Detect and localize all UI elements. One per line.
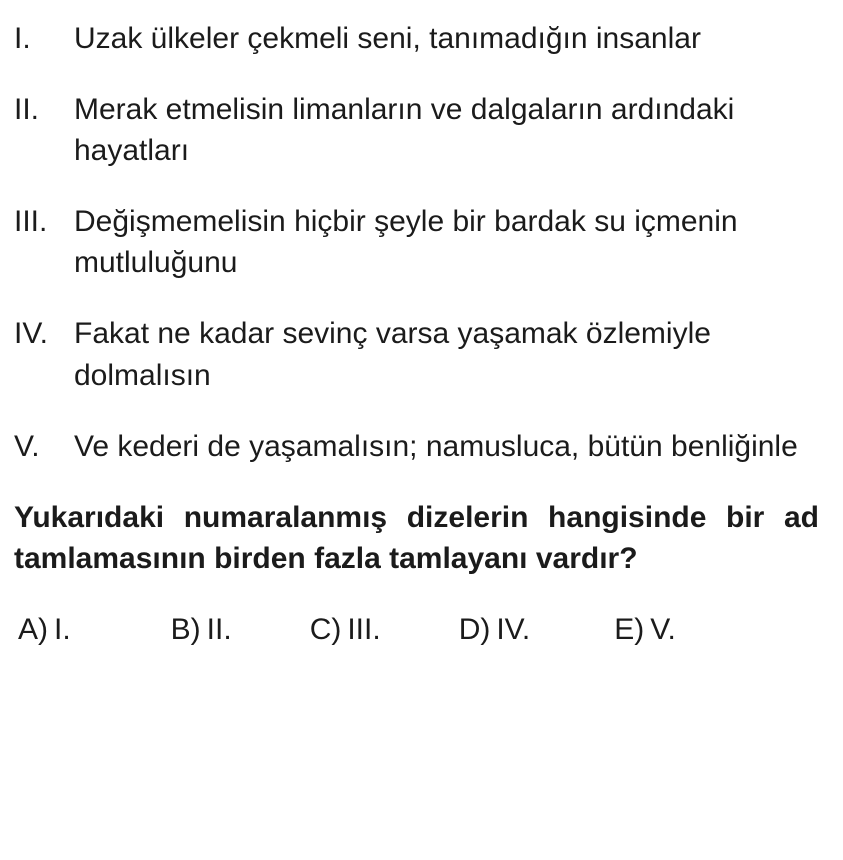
verse-item bbox=[14, 313, 821, 395]
verse-item bbox=[14, 18, 821, 59]
verse-text: Uzak ülkeler çekmeli seni, tanımadığın insanlar bbox=[74, 22, 701, 55]
verse-marker: III. bbox=[14, 205, 48, 239]
option-b-letter: B) bbox=[170, 612, 201, 646]
verse-text: Fakat ne kadar sevinç varsa yaşamak özlemiyle dolmalısın bbox=[74, 317, 711, 392]
option-d[interactable] bbox=[459, 613, 531, 647]
option-e-letter: E) bbox=[614, 612, 645, 646]
option-d-value: IV. bbox=[496, 612, 531, 646]
option-e[interactable] bbox=[614, 613, 676, 647]
option-b[interactable] bbox=[171, 613, 232, 647]
verse-list bbox=[14, 18, 821, 467]
option-a-value: I. bbox=[54, 612, 71, 646]
verse-item bbox=[14, 426, 821, 467]
option-c-value: III. bbox=[347, 612, 381, 646]
option-b-value: II. bbox=[206, 612, 232, 646]
option-e-value: V. bbox=[650, 612, 676, 646]
answer-options bbox=[14, 613, 821, 647]
verse-text: Değişmemelisin hiçbir şeyle bir bardak su içmenin mutluluğunu bbox=[74, 205, 738, 280]
question-stem: Yukarıdaki numaralanmış dizelerin hangisinde bir ad tamlamasının birden fazla tamlayanı vardır? bbox=[14, 500, 819, 575]
option-c[interactable] bbox=[310, 613, 381, 647]
verse-item bbox=[14, 201, 821, 283]
option-c-letter: C) bbox=[309, 612, 342, 646]
verse-marker: II. bbox=[14, 93, 40, 127]
verse-text: Merak etmelisin limanların ve dalgaların ardındaki hayatları bbox=[74, 93, 735, 168]
verse-marker: IV. bbox=[14, 317, 48, 351]
verse-item bbox=[14, 89, 821, 171]
option-d-letter: D) bbox=[458, 612, 491, 646]
verse-marker: V. bbox=[14, 429, 40, 463]
option-a-letter: A) bbox=[18, 612, 48, 646]
option-a[interactable] bbox=[18, 613, 71, 647]
verse-marker: I. bbox=[14, 22, 31, 55]
verse-text: Ve kederi de yaşamalısın; namusluca, bütün benliğinle bbox=[74, 429, 798, 463]
